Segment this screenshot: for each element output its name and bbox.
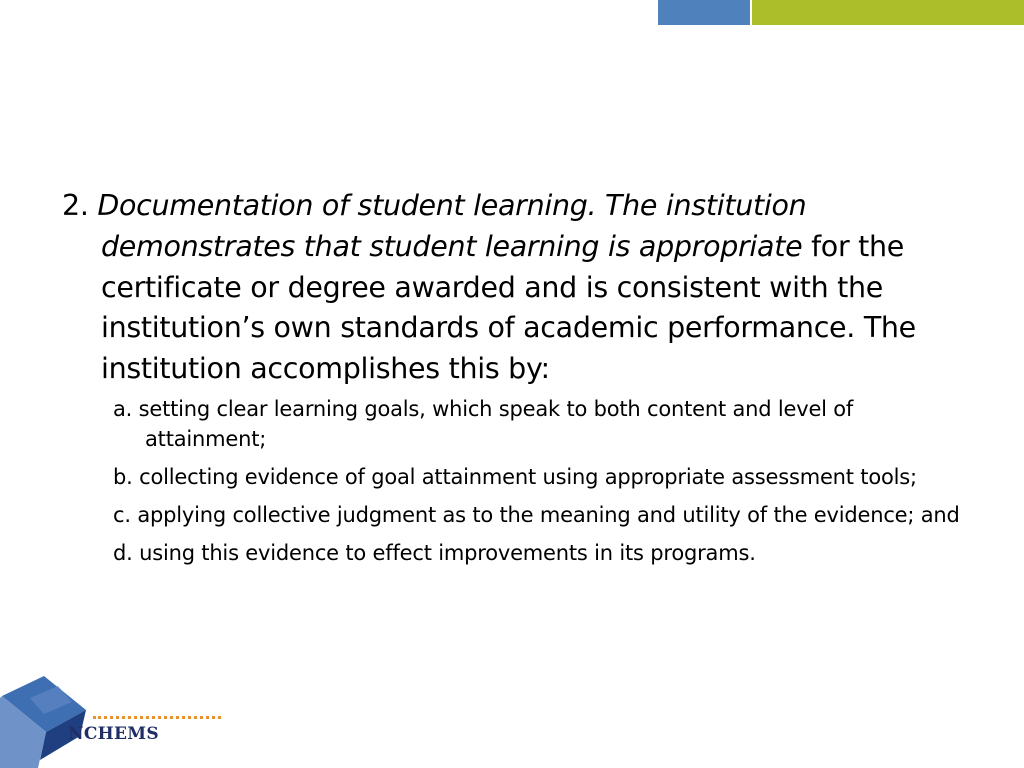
nchems-logo xyxy=(0,676,230,768)
main-point-regular-text: for the certificate or degree awarded and is consistent with the institution’s own standards of academic performance. The institution accomplishes this by: xyxy=(101,229,916,386)
sub-item-text: collecting evidence of goal attainment using appropriate assessment tools; xyxy=(139,464,917,489)
main-point-italic-text: Documentation of student learning. The institution demonstrates that student learning is appropriate xyxy=(97,189,807,263)
sub-item-text: setting clear learning goals, which speak to both content and level of attainment; xyxy=(138,396,854,451)
sub-item-letter: b. xyxy=(113,464,133,489)
accent-bar-blue xyxy=(658,0,750,25)
sub-item-letter: c. xyxy=(113,502,131,527)
main-point xyxy=(62,186,982,390)
sub-item-d xyxy=(113,538,973,568)
sub-item-letter: a. xyxy=(113,396,133,421)
sub-item-b xyxy=(113,462,973,492)
sub-item-c xyxy=(113,500,973,530)
sub-item-a xyxy=(113,394,973,454)
main-point-number: 2. xyxy=(62,189,89,222)
cube-logo-icon xyxy=(0,676,100,768)
sub-list xyxy=(113,394,973,568)
logo-text: NCHEMS xyxy=(68,724,159,744)
sub-item-letter: d. xyxy=(113,540,133,565)
sub-item-text: applying collective judgment as to the meaning and utility of the evidence; and xyxy=(137,502,960,527)
slide-content xyxy=(62,186,982,576)
sub-item-text: using this evidence to effect improvements in its programs. xyxy=(139,540,756,565)
logo-dotted-line xyxy=(93,716,221,719)
accent-bar-green xyxy=(752,0,1024,25)
